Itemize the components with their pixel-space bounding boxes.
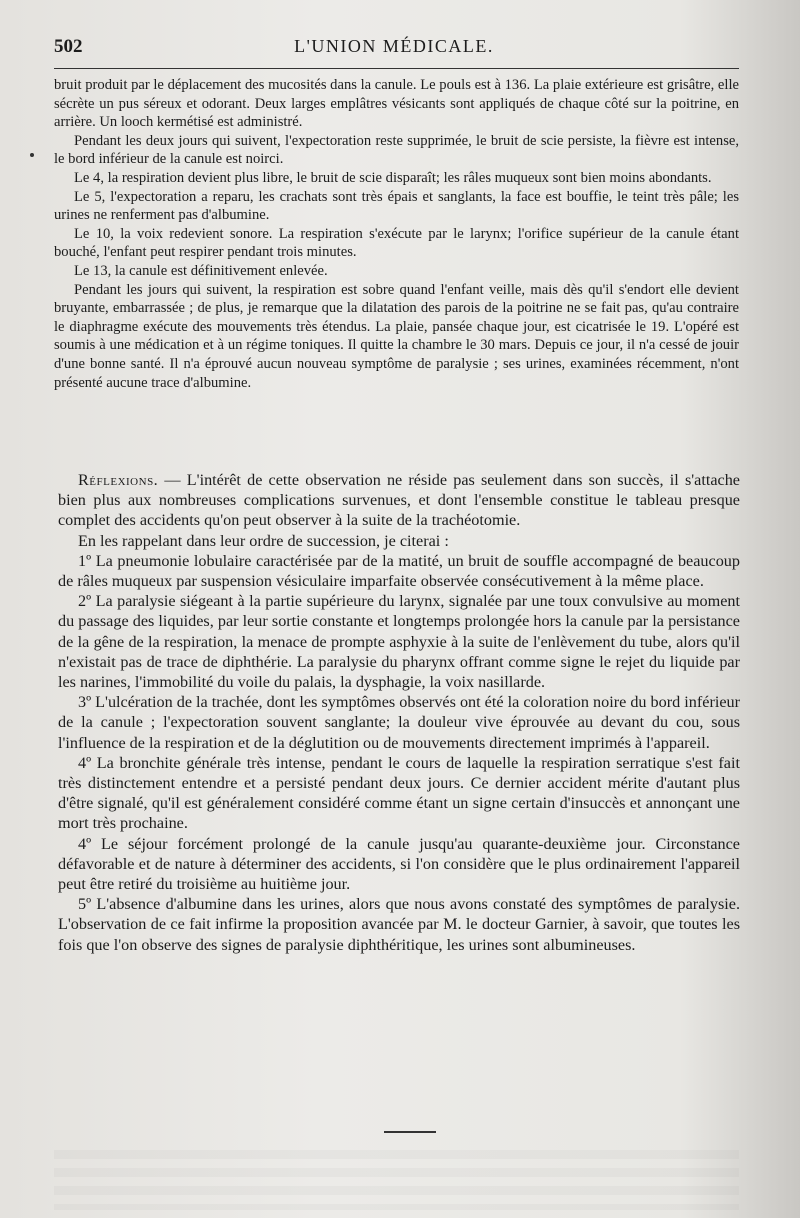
- running-title: L'UNION MÉDICALE.: [294, 36, 494, 56]
- page-header: [54, 32, 734, 60]
- observation-paragraph: Le 10, la voix redevient sonore. La respiration s'exécute par le larynx; l'orifice supérieur de la canule étant bouché, l'enfant peut respirer pendant trois minutes.: [54, 225, 739, 261]
- show-through-texture: [54, 1150, 739, 1210]
- observation-paragraph: bruit produit par le déplacement des mucosités dans la canule. Le pouls est à 136. La plaie extérieure est grisâtre, elle sécrète un pus séreux et odorant. Deux larges emplâtres vésicants sont appliqués de chaque côté sur la poitrine, en arrière. Un looch kermétisé est administré.: [54, 77, 739, 131]
- reflexions-lead: En les rappelant dans leur ordre de succession, je citerai :: [78, 531, 449, 550]
- observation-paragraph: Le 4, la respiration devient plus libre, le bruit de scie disparaît; les râles muqueux sont bien moins abondants.: [74, 169, 712, 186]
- reflexions-item: 4º Le séjour forcément prolongé de la canule jusqu'au quarante-deuxième jour. Circonstance défavorable et de nature à déterminer des accidents, si l'on considère que le plus ordinairement l'appareil peut être retiré du troisième au huitième jour.: [58, 834, 740, 894]
- reflexions-item: 1º La pneumonie lobulaire caractérisée par de la matité, un bruit de souffle accompagné de beaucoup de râles muqueux par suspension vésiculaire imparfaite observée consécutivement à la même place.: [58, 551, 740, 591]
- observation-paragraph: Pendant les deux jours qui suivent, l'expectoration reste supprimée, le bruit de scie persiste, la fièvre est intense, le bord inférieur de la canule est noirci.: [54, 132, 739, 168]
- observation-paragraph: Le 13, la canule est définitivement enlevée.: [74, 262, 328, 279]
- reflexions-item: 2º La paralysie siégeant à la partie supérieure du larynx, signalée par une toux convulsive au moment du passage des liquides, par leur sortie constante et longtemps prolongée hors la canule par la persistance de la gêne de la respiration, la menace de prompte asphyxie à la suite de l'enlèvement du tube, alors qu'il n'existait pas de trace de diphthérie. La paralysie du pharynx offrant comme signe le rejet du liquide par les narines, l'immobilité du voile du palais, la dysphagie, la voix nasillarde.: [58, 592, 740, 692]
- observation-text: [54, 76, 739, 392]
- reflexions-item: 5º L'absence d'albumine dans les urines, alors que nous avons constaté des symptômes de paralysie. L'observation de ce fait infirme la proposition avancée par M. le docteur Garnier, à savoir, que toutes les fois que l'on observe des signes de paralysie diphthéritique, les urines sont albumineuses.: [58, 895, 740, 954]
- reflexions-intro: — L'intérêt de cette observation ne réside pas seulement dans son succès, il s'attache bien plus aux nombreuses complications survenues, et dont l'ensemble constitue le tableau presque complet des accidents qu'on peut observer à la suite de la trachéotomie.: [58, 471, 740, 530]
- end-rule: [384, 1131, 436, 1133]
- header-rule: [54, 68, 739, 69]
- observation-paragraph: Le 5, l'expectoration a reparu, les crachats sont très épais et sanglants, la face est bouffie, le teint très pâle; les urines ne renferment pas d'albumine.: [54, 188, 739, 224]
- margin-mark: [30, 153, 34, 157]
- reflexions-section: [58, 470, 740, 955]
- reflexions-heading: Réflexions.: [78, 471, 159, 489]
- reflexions-intro-paragraph: [58, 470, 740, 531]
- observation-paragraph: Pendant les jours qui suivent, la respiration est sobre quand l'enfant veille, mais dès qu'il s'endort elle devient bruyante, embarrassée ; de plus, je remarque que la dilatation des parois de la poitrine ne se fait pas, qu'au contraire le diaphragme exécute des mouvements très étendus. La plaie, pansée chaque jour, est cicatrisée le 19. L'opéré est soumis à une médication et à un régime toniques. Il quitte la chambre le 30 mars. Depuis ce jour, il n'a cessé de jouir d'une bonne santé. Il n'a éprouvé aucun nouveau symptôme de paralysie ; ses urines, examinées récemment, n'ont présenté aucune trace d'albumine.: [54, 281, 739, 391]
- reflexions-item: 4º La bronchite générale très intense, pendant le cours de laquelle la respiration serratique s'est fait très distinctement entendre et a persisté pendant deux jours. Ce dernier accident mérite d'autant plus d'être signalé, qu'il est généralement considéré comme étant un signe certain d'insuccès et annonçant une mort très prochaine.: [58, 753, 740, 833]
- page-number: 502: [54, 36, 83, 57]
- reflexions-item: 3º L'ulcération de la trachée, dont les symptômes observés ont été la coloration noire du bord inférieur de la canule ; l'expectoration souvent sanglante; la douleur vive éprouvée au devant du cou, sous l'influence de la respiration et de la déglutition ou de mouvements directement imprimés à l'appareil.: [58, 693, 740, 752]
